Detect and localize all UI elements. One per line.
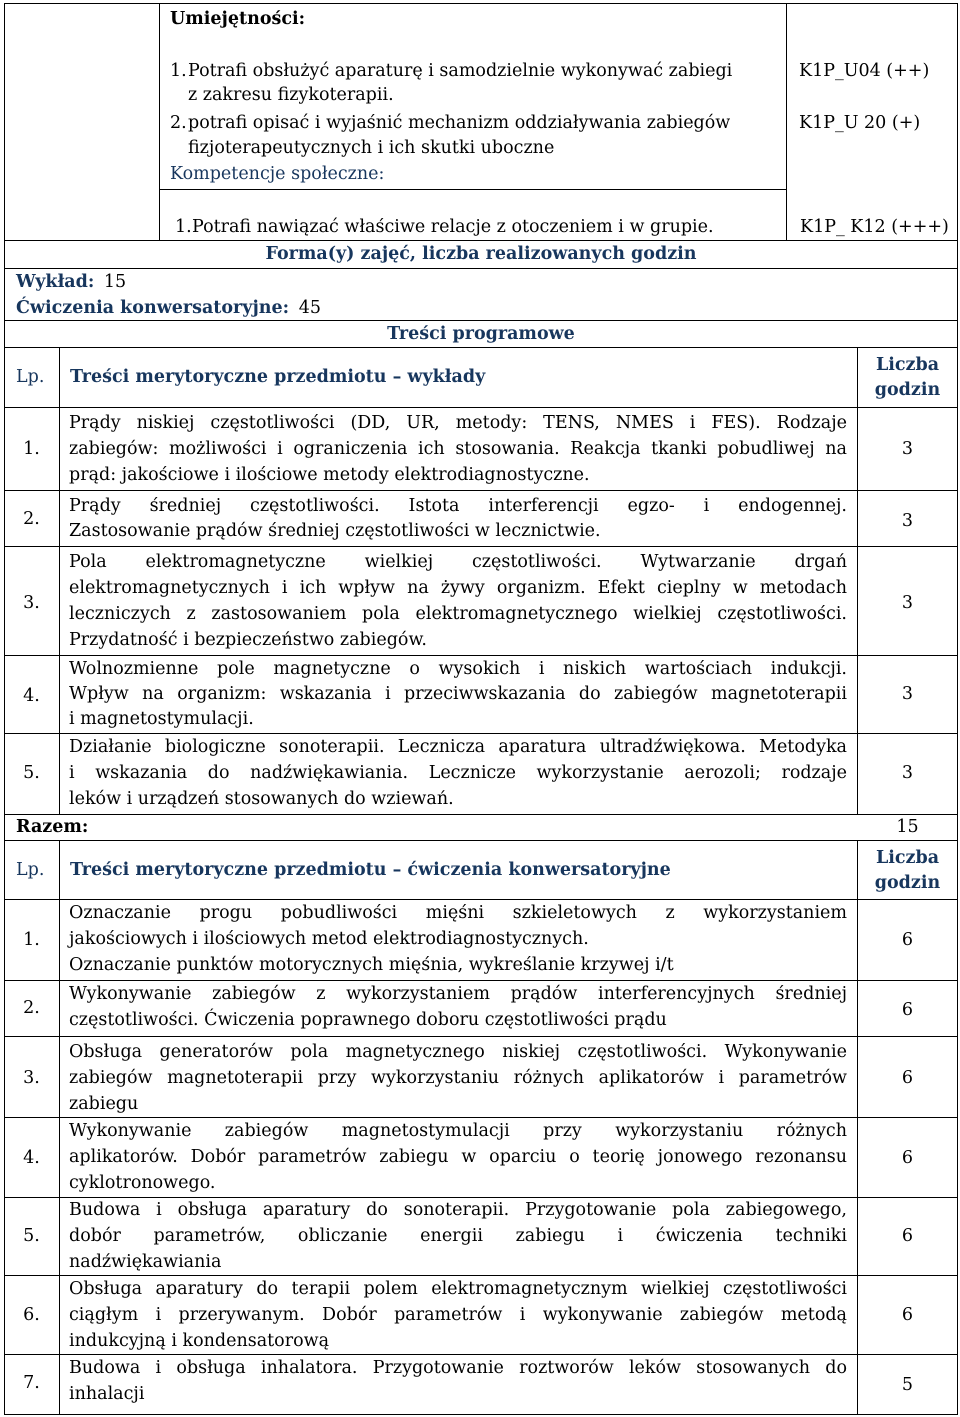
skill-1-line1: Potrafi obsłużyć aparaturę i samodzielnie wykonywać zabiegi [188,61,733,81]
lecture-row-3-line4: Przydatność i bezpieczeństwo zabiegów. [69,630,427,650]
exercise-row-3-line3: zabiegu [69,1094,139,1114]
lecture-row-3-line3: leczniczych z zastosowaniem pola elektromagnetycznego wielkiej częstotliwości. [69,604,847,624]
lecture-row-4-line2: Wpływ na organizm: wskazania i przeciwwskazania do zabiegów magnetoterapii [69,684,847,704]
lecture-row-2-lp: 2. [23,509,40,529]
exercise-row-1-line3: Oznaczanie punktów motorycznych mięśnia, wykreślanie krzywej i/t [69,955,674,975]
exercises-col-title: Treści merytoryczne przedmiotu – ćwiczenia konwersatoryjne [70,860,671,880]
exercise-row-4-hours: 6 [901,1148,914,1168]
lecture-hours: 15 [103,272,127,292]
lectures-col-lp: Lp. [16,367,45,387]
lectures-total-hours: 15 [896,817,919,837]
skill-1-num: 1. [170,61,187,81]
forms-header: Forma(y) zajęć, liczba realizowanych godzin [265,244,697,264]
exercise-row-5-hours: 6 [901,1226,914,1246]
competence-header: Kompetencje społeczne: [170,164,385,184]
lectures-col-hours-2: godzin [874,380,941,400]
lecture-row-1-line1: Prądy niskiej częstotliwości (DD, UR, metody: TENS, NMES i FES). Rodzaje [69,413,847,433]
exercise-row-4-line1: Wykonywanie zabiegów magnetostymulacji przy wykorzystaniu różnych [69,1121,847,1141]
lecture-row-4-lp: 4. [23,686,40,706]
exercises-col-hours-1: Liczba [875,848,940,868]
exercise-row-3-lp: 3. [23,1068,40,1088]
exercises-col-lp: Lp. [16,860,45,880]
lecture-row-2-line2: Zastosowanie prądów średniej częstotliwości w lecznictwie. [69,521,601,541]
exercise-row-6-line2: ciągłym i przerywanym. Dobór parametrów i wykonywanie zabiegów metodą [69,1305,847,1325]
exercise-row-7-hours: 5 [901,1375,914,1395]
lecture-row-5-hours: 3 [901,763,914,783]
exercise-row-2-line2: częstotliwości. Ćwiczenia poprawnego doboru częstotliwości prądu [69,1010,667,1030]
skill-2-num: 2. [170,113,187,133]
exercise-row-2-lp: 2. [23,998,40,1018]
lecture-row-1-line3: prąd: jakościowe i ilościowe metody elektrodiagnostyczne. [69,465,590,485]
lecture-hours-row [16,269,126,295]
lecture-row-4-line1: Wolnozmienne pole magnetyczne o wysokich i niskich wartościach indukcji. [69,659,847,679]
lecture-row-2-line1: Prądy średniej częstotliwości. Istota interferencji egzo- i endogennej. [69,496,847,516]
lecture-row-3-line2: elektromagnetycznych i ich wpływ na żywy organizm. Efekt cieplny w metodach [69,578,847,598]
lecture-row-3-hours: 3 [901,593,914,613]
exercise-row-3-hours: 6 [901,1068,914,1088]
lecture-row-1-line2: zabiegów: możliwości i ograniczenia ich stosowania. Reakcja tkanki pobudliwej na [69,439,847,459]
skill-1-line2: z zakresu fizykoterapii. [188,85,394,105]
lecture-row-3-line1: Pola elektromagnetyczne wielkiej częstotliwości. Wytwarzanie drgań [69,552,847,572]
exercise-row-5-lp: 5. [23,1226,40,1246]
skill-2-code: K1P_U 20 (+) [799,113,921,133]
exercises-hours-row [16,295,321,321]
exercise-row-3-line1: Obsługa generatorów pola magnetycznego niskiej częstotliwości. Wykonywanie [69,1042,847,1062]
lecture-row-5-lp: 5. [23,763,40,783]
exercise-row-7-line1: Budowa i obsługa inhalatora. Przygotowanie roztworów leków stosowanych do [69,1358,847,1378]
competence-1-text: Potrafi nawiązać właściwe relacje z otoczeniem i w grupie. [192,217,714,237]
exercise-row-2-line1: Wykonywanie zabiegów z wykorzystaniem prądów interferencyjnych średniej [69,984,847,1004]
exercise-row-1-line2: jakościowych i ilościowych metod elektrodiagnostycznych. [69,929,589,949]
lectures-total-label: Razem: [16,817,89,837]
exercise-row-4-lp: 4. [23,1148,40,1168]
lectures-col-title: Treści merytoryczne przedmiotu – wykłady [70,367,486,387]
lecture-label: Wykład: [16,272,95,292]
exercise-row-1-line1: Oznaczanie progu pobudliwości mięśni szkieletowych z wykorzystaniem [69,903,847,923]
lecture-row-5-line3: leków i urządzeń stosowanych do wziewań. [69,789,454,809]
exercise-row-6-line3: indukcyjną i kondensatorową [69,1331,330,1351]
exercise-row-5-line2: dobór parametrów, obliczanie energii zabiegu i ćwiczenia techniki [69,1226,847,1246]
lecture-row-5-line2: i wskazania do nadźwiękawiania. Lecznicze wykorzystanie aerozoli; rodzaje [69,763,847,783]
lecture-row-5-line1: Działanie biologiczne sonoterapii. Lecznicza aparatura ultradźwiękowa. Metodyka [69,737,847,757]
exercise-row-7-line2: inhalacji [69,1384,145,1404]
exercise-row-1-lp: 1. [23,930,40,950]
skills-header: Umiejętności: [170,9,306,29]
lecture-row-1-lp: 1. [23,439,40,459]
program-header: Treści programowe [387,324,575,344]
lecture-row-1-hours: 3 [901,439,914,459]
lectures-col-hours-1: Liczba [875,355,940,375]
exercise-row-5-line1: Budowa i obsługa aparatury do sonoterapii. Przygotowanie pola zabiegowego, [69,1200,847,1220]
exercise-row-3-line2: zabiegów magnetoterapii przy wykorzystaniu różnych aplikatorów i parametrów [69,1068,847,1088]
exercise-row-1-hours: 6 [901,930,914,950]
exercise-row-6-hours: 6 [901,1305,914,1325]
skill-2-line1: potrafi opisać i wyjaśnić mechanizm oddziaływania zabiegów [188,113,731,133]
exercises-col-hours-2: godzin [874,873,941,893]
skill-1-code: K1P_U04 (++) [799,61,930,81]
competence-1-code: K1P_ K12 (+++) [800,217,949,237]
exercise-row-2-hours: 6 [901,1000,914,1020]
exercise-row-7-lp: 7. [23,1373,40,1393]
lecture-row-2-hours: 3 [901,511,914,531]
exercises-label: Ćwiczenia konwersatoryjne: [16,298,290,318]
lecture-row-3-lp: 3. [23,593,40,613]
skill-2-line2: fizjoterapeutycznych i ich skutki uboczne [188,138,555,158]
exercise-row-4-line2: aplikatorów. Dobór parametrów zabiegu w oparciu o teorię jonowego rezonansu [69,1147,847,1167]
exercise-row-4-line3: cyklotronowego. [69,1173,216,1193]
exercise-row-6-line1: Obsługa aparatury do terapii polem elektromagnetycznym wielkiej częstotliwości [69,1279,847,1299]
lecture-row-4-hours: 3 [901,684,914,704]
exercises-hours: 45 [298,298,321,318]
exercise-row-5-line3: nadźwiękawiania [69,1252,222,1272]
exercise-row-6-lp: 6. [23,1305,40,1325]
competence-1-num: 1. [175,217,192,237]
lecture-row-4-line3: i magnetostymulacji. [69,709,254,729]
